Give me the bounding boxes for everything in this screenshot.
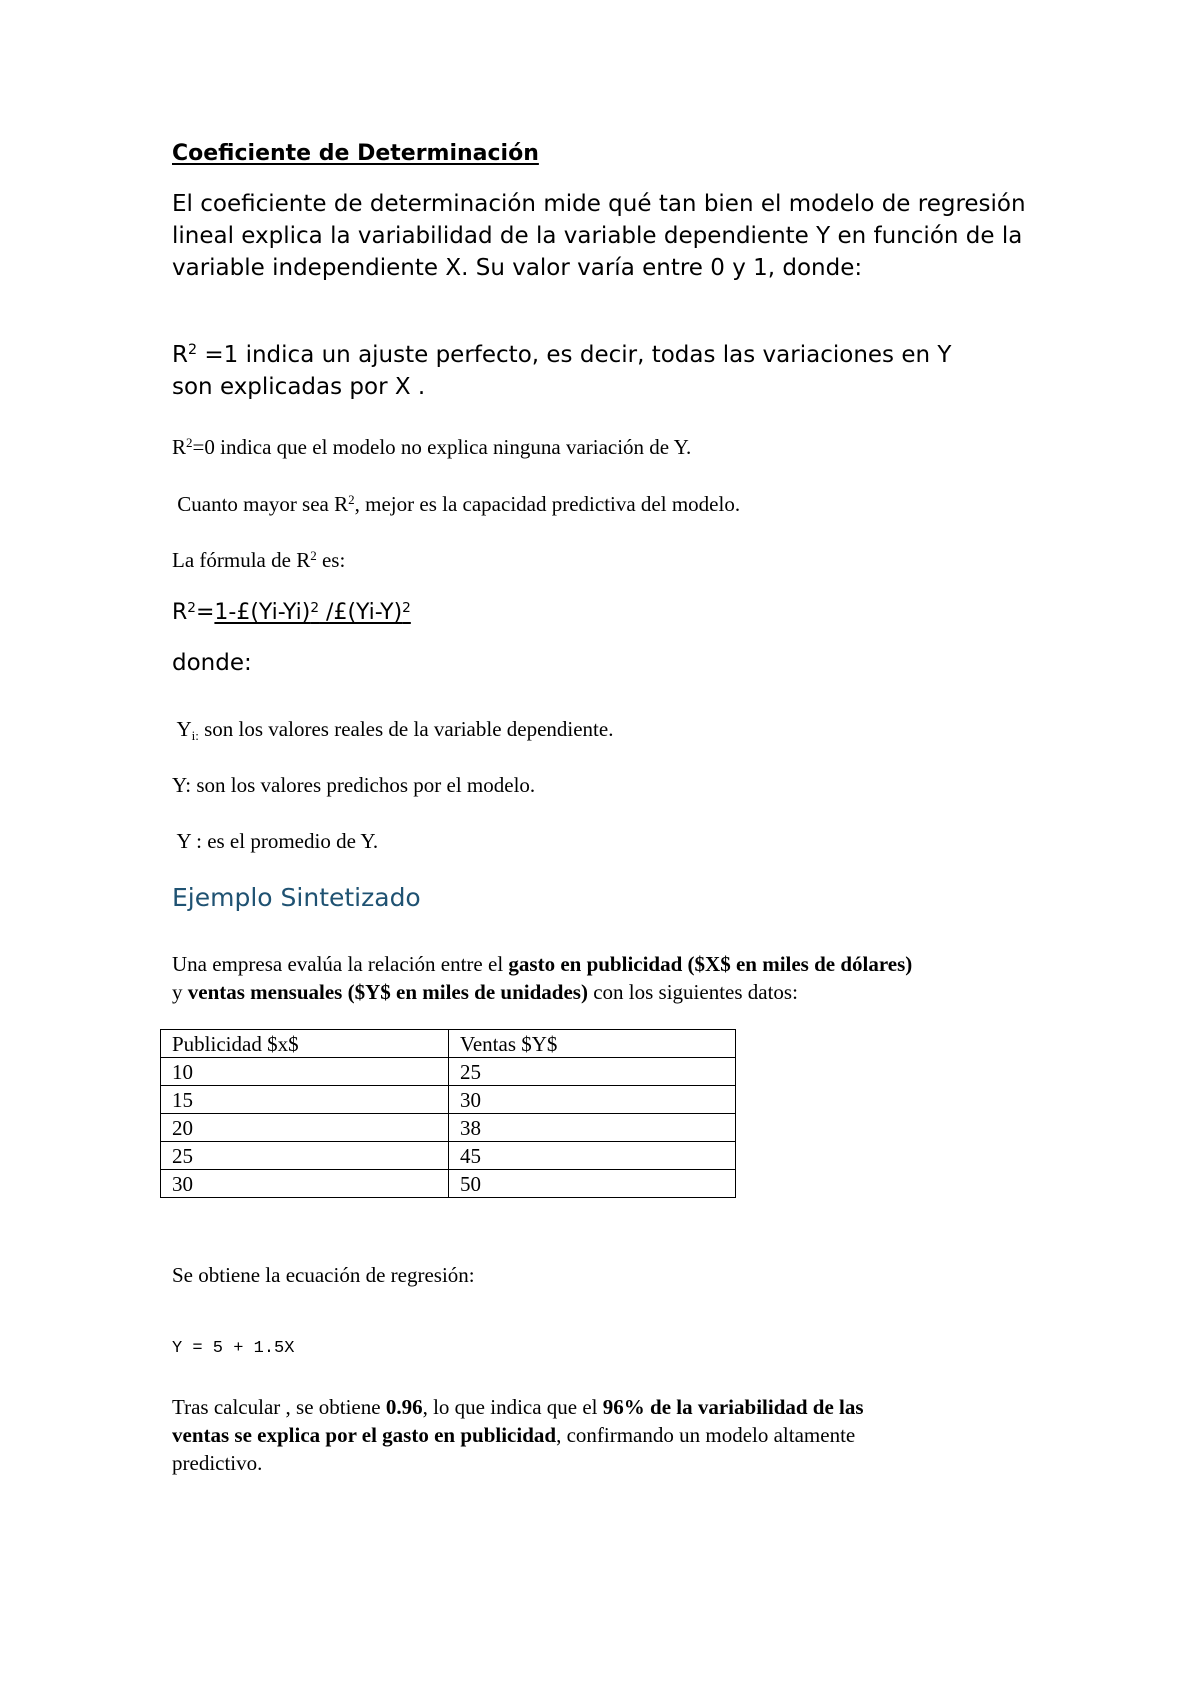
def-yi: $Y_{i:}$ son los valores reales de la variable dependiente. (172, 717, 614, 743)
def-y-predicted: Y: son los valores predichos por el modelo. (172, 773, 536, 797)
conclusion-paragraph: Tras calcular , se obtiene 0.96, lo que indica que el 96% de la variabilidad de las ventas se explica por el gasto en publicidad, confirmando un modelo altamente predictivo. (172, 1395, 864, 1475)
predictive-paragraph: Cuanto mayor sea $R^2$, mejor es la capacidad predictiva del modelo. (172, 491, 741, 516)
table-row (161, 1086, 736, 1114)
table-row (161, 1058, 736, 1086)
intro-paragraph: El coeficiente de determinación mide qué tan bien el modelo de regresión lineal explica la variabilidad de la variable dependiente Y en función de la variable independiente X. Su valor varía entre 0 y 1, donde: (172, 191, 1026, 281)
table-cell: 50 (449, 1170, 736, 1198)
table-row (161, 1142, 736, 1170)
page-title: Coeficiente de Determinación (172, 141, 539, 166)
regression-intro: Se obtiene la ecuación de regresión: (172, 1263, 475, 1287)
table-cell: 25 (161, 1142, 449, 1170)
table-row (161, 1114, 736, 1142)
table-row (161, 1170, 736, 1198)
example-intro: Una empresa evalúa la relación entre el gasto en publicidad ($X$ en miles de dólares) y ventas mensuales ($Y$ en miles de unidades) con los siguientes datos: (172, 952, 913, 1004)
donde-label: donde: (172, 650, 252, 676)
table-cell: 30 (161, 1170, 449, 1198)
example-heading: Ejemplo Sintetizado (172, 883, 421, 912)
table-header-cell: Publicidad $x$ (161, 1030, 449, 1058)
r2-formula: $R^2=1-£(Yi-Yi)^2$ $/£(Yi-Y)^2$ (172, 599, 411, 625)
def-y-mean: Y : es el promedio de Y. (172, 829, 379, 853)
r2-one-paragraph: $R^2 =1$ indica un ajuste perfecto, es decir, todas las variaciones en Y son explicadas por X . (172, 342, 952, 400)
table-cell: 45 (449, 1142, 736, 1170)
regression-equation: Y = 5 + 1.5X (172, 1339, 295, 1358)
formula-intro: La fórmula de $R^2$ es: (172, 547, 346, 572)
data-table (160, 1029, 736, 1198)
table-cell: 10 (161, 1058, 449, 1086)
r2-zero-paragraph: $R^2=0$ indica que el modelo no explica ninguna variación de Y. (172, 434, 692, 459)
table-cell: 25 (449, 1058, 736, 1086)
table-cell: 38 (449, 1114, 736, 1142)
table-header-row (161, 1030, 736, 1058)
table-cell: 15 (161, 1086, 449, 1114)
table-cell: 20 (161, 1114, 449, 1142)
table-cell: 30 (449, 1086, 736, 1114)
table-header-cell: Ventas $Y$ (449, 1030, 736, 1058)
